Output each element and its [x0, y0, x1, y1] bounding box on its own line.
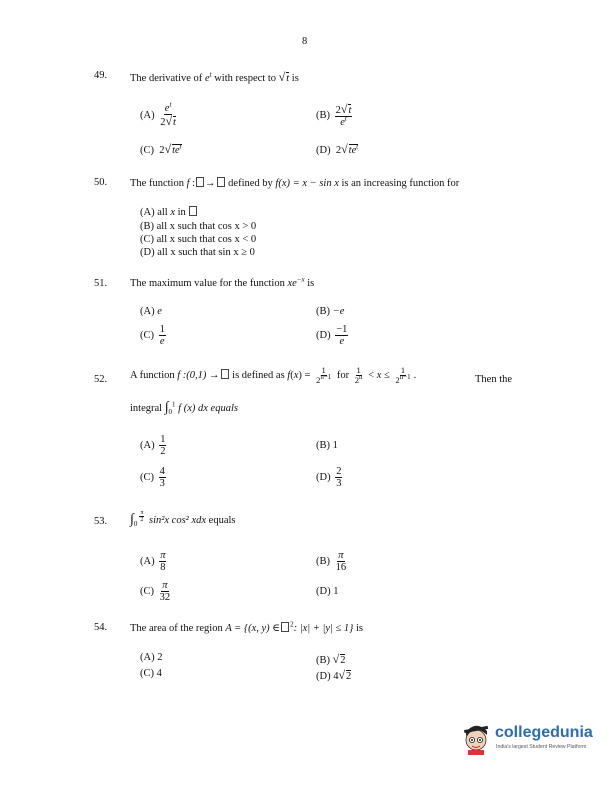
question-54: 54.	[94, 622, 108, 633]
q49-option-a: (A) $\frac{e^t}{2√t}$	[140, 100, 176, 129]
logo-tagline: India's largest Student Review Platform	[496, 744, 587, 750]
q52-option-a: (A) $\frac{1}{2}$	[140, 434, 166, 458]
question-52-text: A function f :(0,1) → is defined as f(x) = $\frac{1}{2^{n-1}}$ for $\frac{1}{2^n}$ < x ≤ $\frac{1}{2^{n-1}}$ .	[130, 365, 417, 385]
q49-option-b: (B) $\frac{2√t}{e^t}$	[316, 102, 352, 129]
q52-line2: integral $\int_0^1$ f (x) dx equals	[130, 400, 238, 417]
question-number: 49.	[94, 70, 108, 81]
q51-option-d: (D) $\frac{-1}{e}$	[316, 324, 348, 348]
q53-option-a: (A) $\frac{\pi}{8}$	[140, 550, 166, 574]
q52-option-c: (C) $\frac{4}{3}$	[140, 466, 165, 490]
question-50-text: The function f : → defined by f(x) = x − sin x is an increasing function for	[130, 178, 460, 189]
q49-option-d: (D) $2√te^t$	[316, 142, 359, 156]
q51-option-a: (A) e	[140, 306, 162, 317]
q54-option-d: (D) 4√2	[316, 668, 352, 682]
q53-option-d: (D) 1	[316, 586, 339, 597]
q51-option-b: (B) −e	[316, 306, 345, 317]
q53-option-c: (C) $\frac{\pi}{32}$	[140, 580, 171, 604]
question-53: 53.	[94, 516, 108, 527]
question-54-text: The area of the region A = {(x, y) ∈ $^2$: |x| + |y| ≤ 1} is	[130, 620, 363, 634]
question-53-text: $\int_0$ $^{\frac{\pi}{2}}$ sin²x cos² xdx equals	[130, 510, 236, 528]
q51-option-c: (C) $\frac{1}{e}$	[140, 324, 165, 348]
q54-option-b: (B) √2	[316, 652, 346, 666]
q52-then-the: Then the	[475, 374, 513, 385]
q52-option-d: (D) $\frac{2}{3}$	[316, 466, 342, 490]
q49-option-c: (C) $2√te^t$	[140, 142, 182, 156]
q53-option-b: (B) $\frac{\pi}{16}$	[316, 550, 347, 574]
q52-option-b: (B) 1	[316, 440, 338, 451]
page-number: 8	[302, 36, 308, 47]
mascot-icon	[462, 720, 492, 756]
q50-option-c: (C) all x such that cos x < 0	[140, 234, 257, 245]
q50-option-b: (B) all x such that cos x > 0	[140, 221, 257, 232]
question-50: 50.	[94, 177, 108, 188]
question-49	[94, 70, 107, 81]
q54-option-c: (C) 4	[140, 668, 162, 679]
logo-brand: collegedunia	[495, 724, 593, 741]
question-49-text: The derivative of $e^t$ with respect to √t is	[130, 70, 299, 84]
question-51-text: The maximum value for the function $xe^{-x}$ is	[130, 275, 315, 289]
question-51: 51.	[94, 278, 108, 289]
q50-option-d: (D) all x such that sin x ≥ 0	[140, 247, 255, 258]
q50-option-a: (A) all x in	[140, 206, 198, 218]
q54-option-a: (A) 2	[140, 652, 163, 663]
question-52: 52.	[94, 374, 108, 385]
